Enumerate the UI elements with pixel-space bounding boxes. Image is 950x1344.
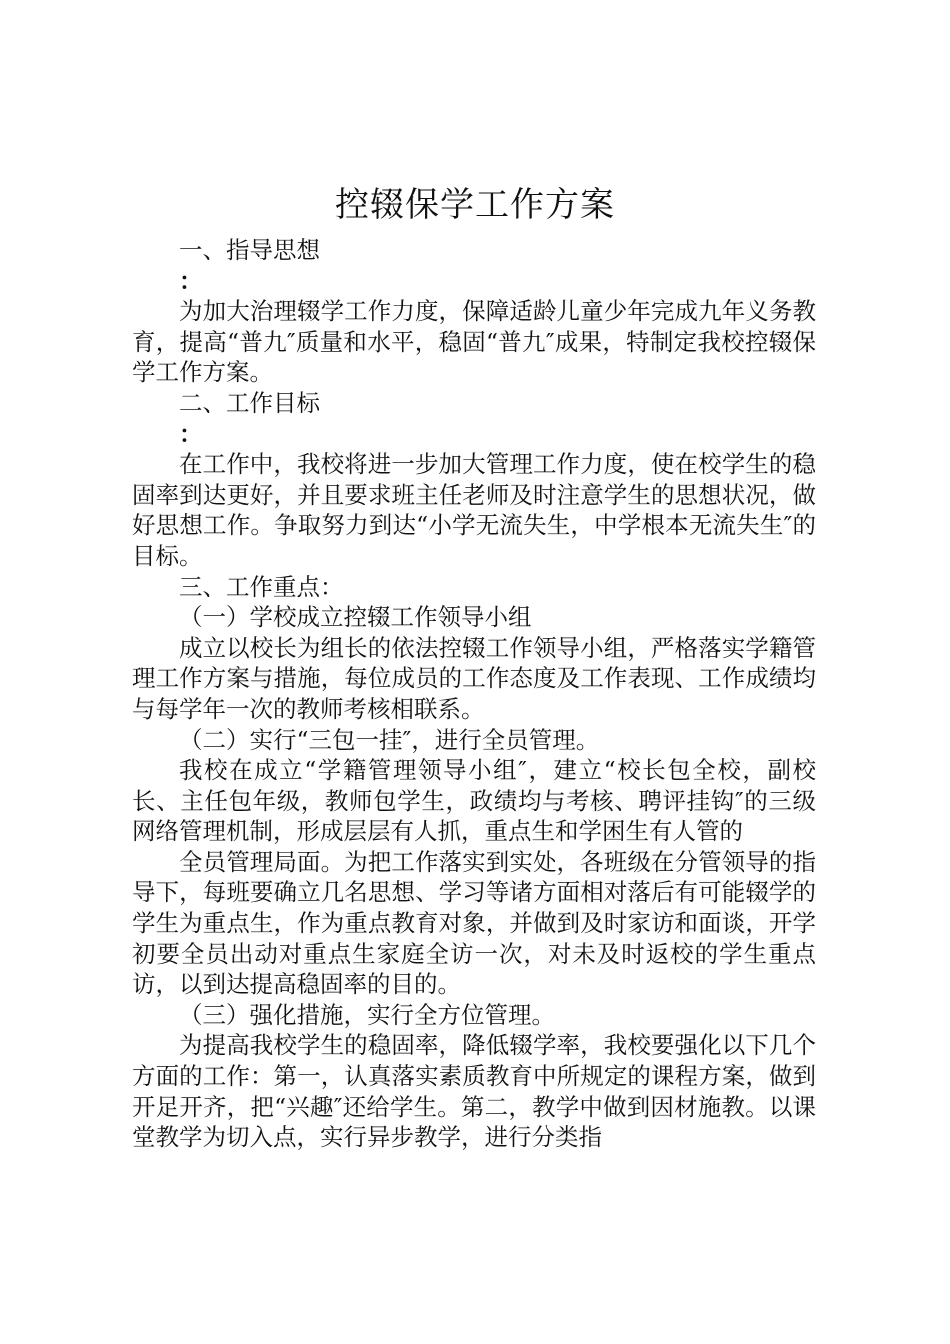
subsection-heading-1: （一）学校成立控辍工作领导小组	[179, 603, 532, 632]
document-body	[132, 235, 816, 1153]
paragraph-subsection-2a: 我校在成立“学籍管理领导小组″，建立“校长包全校，副校长、主任包年级，教师包学生，政绩均与考核、聘评挂钩″的三级网络管理机制，形成层层有人抓，重点生和学困生有人管的	[132, 756, 816, 846]
paragraph-subsection-3: 为提高我校学生的稳固率，降低辍学率，我校要强化以下几个方面的工作：第一，认真落实素质教育中所规定的课程方案，做到开足开齐，把“兴趣″还给学生。第二，教学中做到因材施教。以课堂教学为切入点，实行异步教学，进行分类指	[132, 1031, 816, 1152]
paragraph-subsection-2b: 全员管理局面。为把工作落实到实处，各班级在分管领导的指导下，每班要确立几名思想、学习等诸方面相对落后有可能辍学的学生为重点生，作为重点教育对象，并做到及时家访和面谈，开学初要全员出动对重点生家庭全访一次，对未及时返校的学生重点访，以到达提高稳固率的目的。	[132, 847, 816, 999]
paragraph-work-goal: 在工作中，我校将进一步加大管理工作力度，使在校学生的稳固率到达更好，并且要求班主任老师及时注意学生的思想状况，做好思想工作。争取努力到达“小学无流失生，中学根本无流失生″的目标。	[132, 450, 816, 570]
section-heading-work-focus: 三、工作重点：	[179, 572, 344, 601]
section-colon: ：	[179, 419, 203, 448]
section-colon: ：	[179, 266, 203, 295]
document-title: 控辍保学工作方案	[335, 185, 615, 225]
paragraph-subsection-1: 成立以校长为组长的依法控辍工作领导小组，严格落实学籍管理工作方案与措施，每位成员的工作态度及工作表现、工作成绩均与每学年一次的教师考核相联系。	[132, 633, 816, 723]
subsection-heading-3: （三）强化措施，实行全方位管理。	[179, 1000, 555, 1029]
section-heading-guiding-thought: 一、指导思想	[179, 236, 320, 264]
subsection-heading-2: （二）实行“三包一挂″，进行全员管理。	[179, 725, 600, 754]
section-heading-work-goal: 二、工作目标	[179, 388, 320, 417]
paragraph-guiding-thought: 为加大治理辍学工作力度，保障适龄儿童少年完成九年义务教育，提高“普九″质量和水平，稳固“普九″成果，特制定我校控辍保学工作方案。	[132, 297, 816, 387]
